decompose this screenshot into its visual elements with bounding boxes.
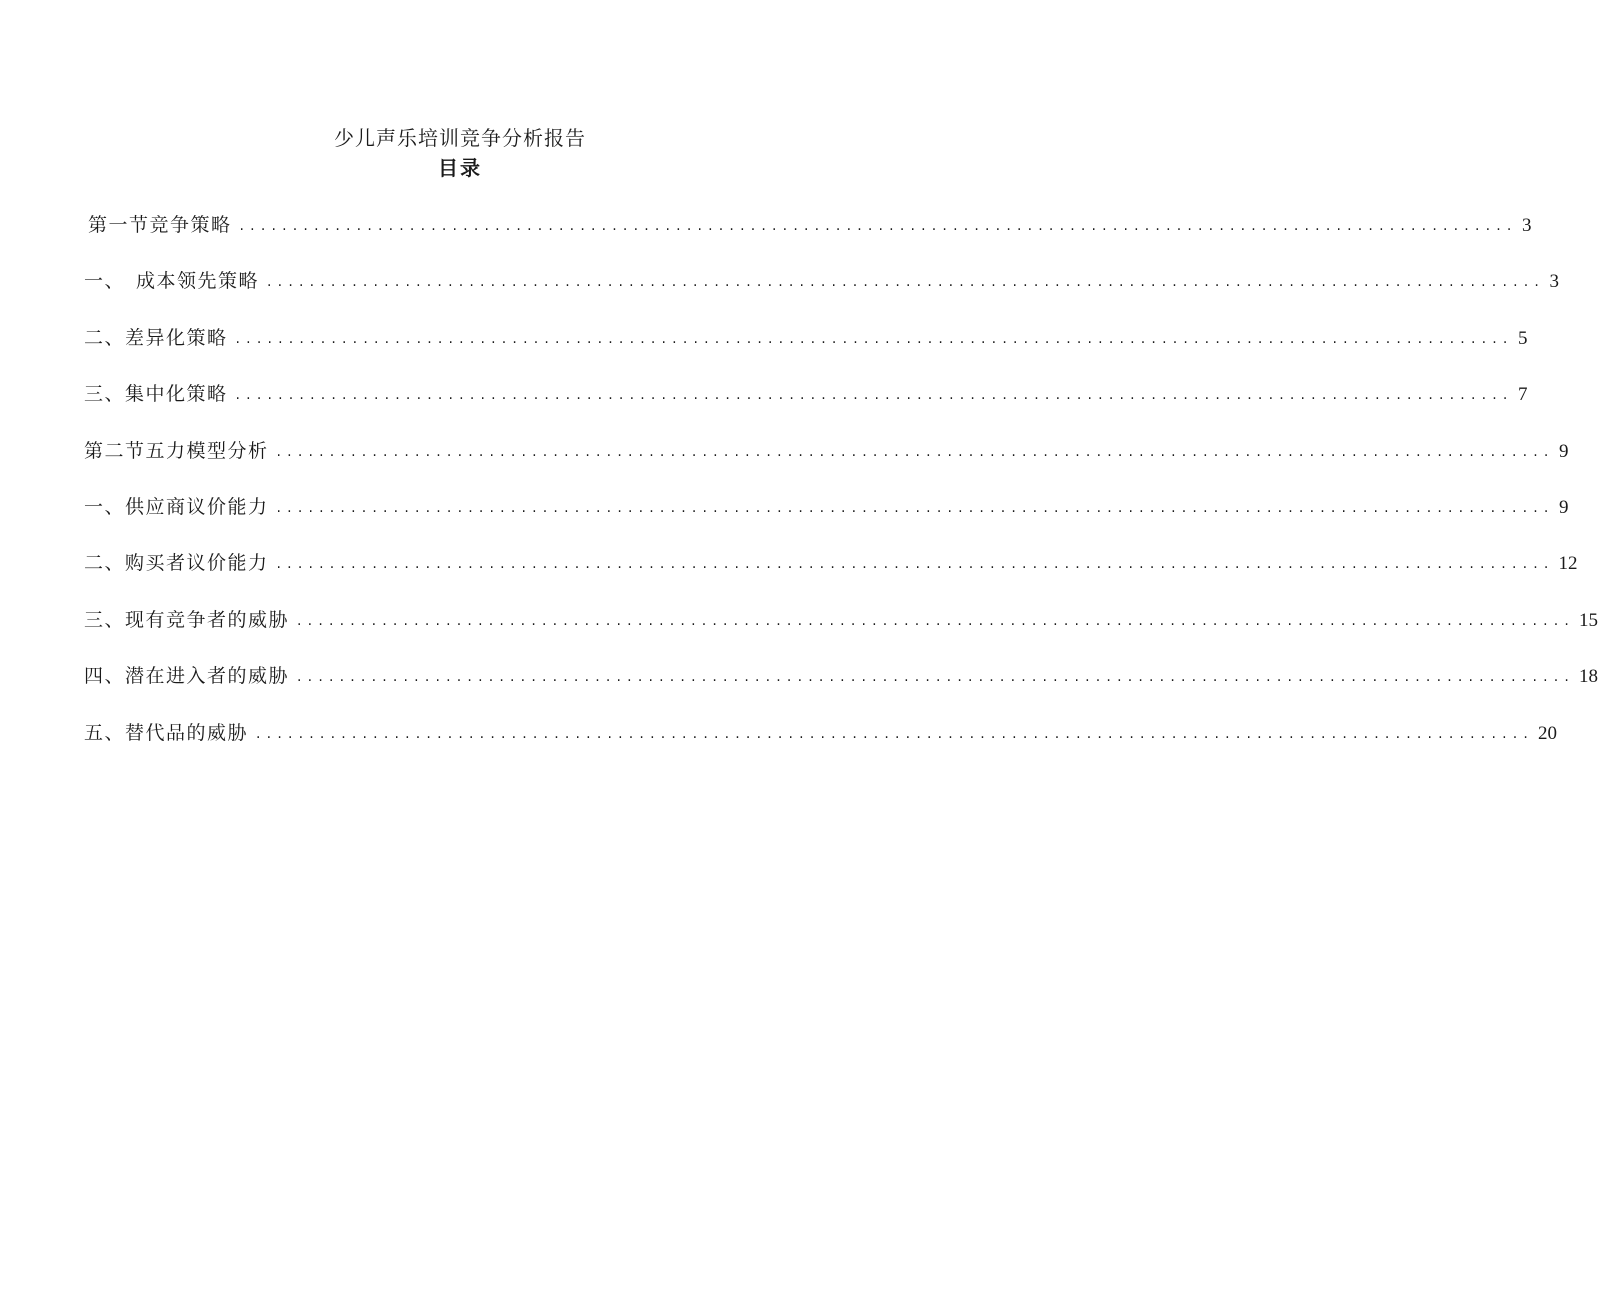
toc-page-number: 7 xyxy=(1518,384,1528,406)
toc-page-number: 9 xyxy=(1559,496,1569,518)
toc-entry-differentiation[interactable] xyxy=(84,321,1528,377)
toc-entry-label: 二、购买者议价能力 xyxy=(84,552,269,575)
toc-entry-substitutes[interactable] xyxy=(84,716,1558,772)
toc-entry-label: 三、集中化策略 xyxy=(84,383,228,406)
toc-entry-label: 四、潜在进入者的威胁 xyxy=(84,665,290,688)
toc-dot-leader: ........................................................................................................................ xyxy=(267,274,1546,291)
toc-entry-label: 一、 成本领先策略 xyxy=(84,270,260,293)
toc-entry-existing-competitors[interactable] xyxy=(84,603,1598,659)
toc-dot-leader: ........................................................................................................................ xyxy=(239,218,1518,234)
document-title: 少儿声乐培训竞争分析报告 xyxy=(334,126,586,150)
toc-dot-leader: ........................................................................................................................ xyxy=(276,443,1555,460)
toc-entry-label: 五、替代品的威胁 xyxy=(84,721,249,744)
toc-dot-leader: ........................................................................................................................ xyxy=(256,725,1535,742)
toc-dot-leader: ........................................................................................................................ xyxy=(276,556,1555,573)
table-of-contents xyxy=(84,208,1598,772)
toc-entry-competition-strategy[interactable] xyxy=(84,208,1532,264)
toc-page-number: 5 xyxy=(1518,327,1528,349)
toc-dot-leader: ........................................................................................................................ xyxy=(297,669,1576,686)
toc-dot-leader: ........................................................................................................................ xyxy=(276,499,1555,516)
toc-entry-focus-strategy[interactable] xyxy=(84,377,1528,433)
toc-dot-leader: ........................................................................................................................ xyxy=(297,612,1576,629)
toc-page-number: 12 xyxy=(1558,553,1578,575)
toc-page-number: 9 xyxy=(1559,440,1569,462)
toc-entry-supplier-power[interactable] xyxy=(84,490,1569,546)
toc-heading: 目录 xyxy=(438,156,482,180)
toc-entry-label: 一、供应商议价能力 xyxy=(84,495,269,518)
toc-entry-five-forces[interactable] xyxy=(84,434,1569,490)
toc-entry-cost-leadership[interactable] xyxy=(84,264,1560,320)
toc-entry-label: 第一节竞争策略 xyxy=(88,214,232,236)
toc-entry-buyer-power[interactable] xyxy=(84,546,1578,602)
toc-page-number: 18 xyxy=(1579,666,1598,688)
toc-entry-new-entrants[interactable] xyxy=(84,659,1598,715)
toc-page-number: 20 xyxy=(1538,722,1558,744)
toc-entry-label: 三、现有竞争者的威胁 xyxy=(84,608,290,631)
toc-dot-leader: ........................................................................................................................ xyxy=(235,330,1514,347)
toc-entry-label: 二、差异化策略 xyxy=(84,326,228,349)
toc-dot-leader: ........................................................................................................................ xyxy=(235,387,1514,404)
toc-entry-label: 第二节五力模型分析 xyxy=(84,439,269,462)
toc-page-number: 3 xyxy=(1522,215,1532,236)
toc-page-number: 15 xyxy=(1579,609,1598,631)
toc-page-number: 3 xyxy=(1549,271,1560,293)
